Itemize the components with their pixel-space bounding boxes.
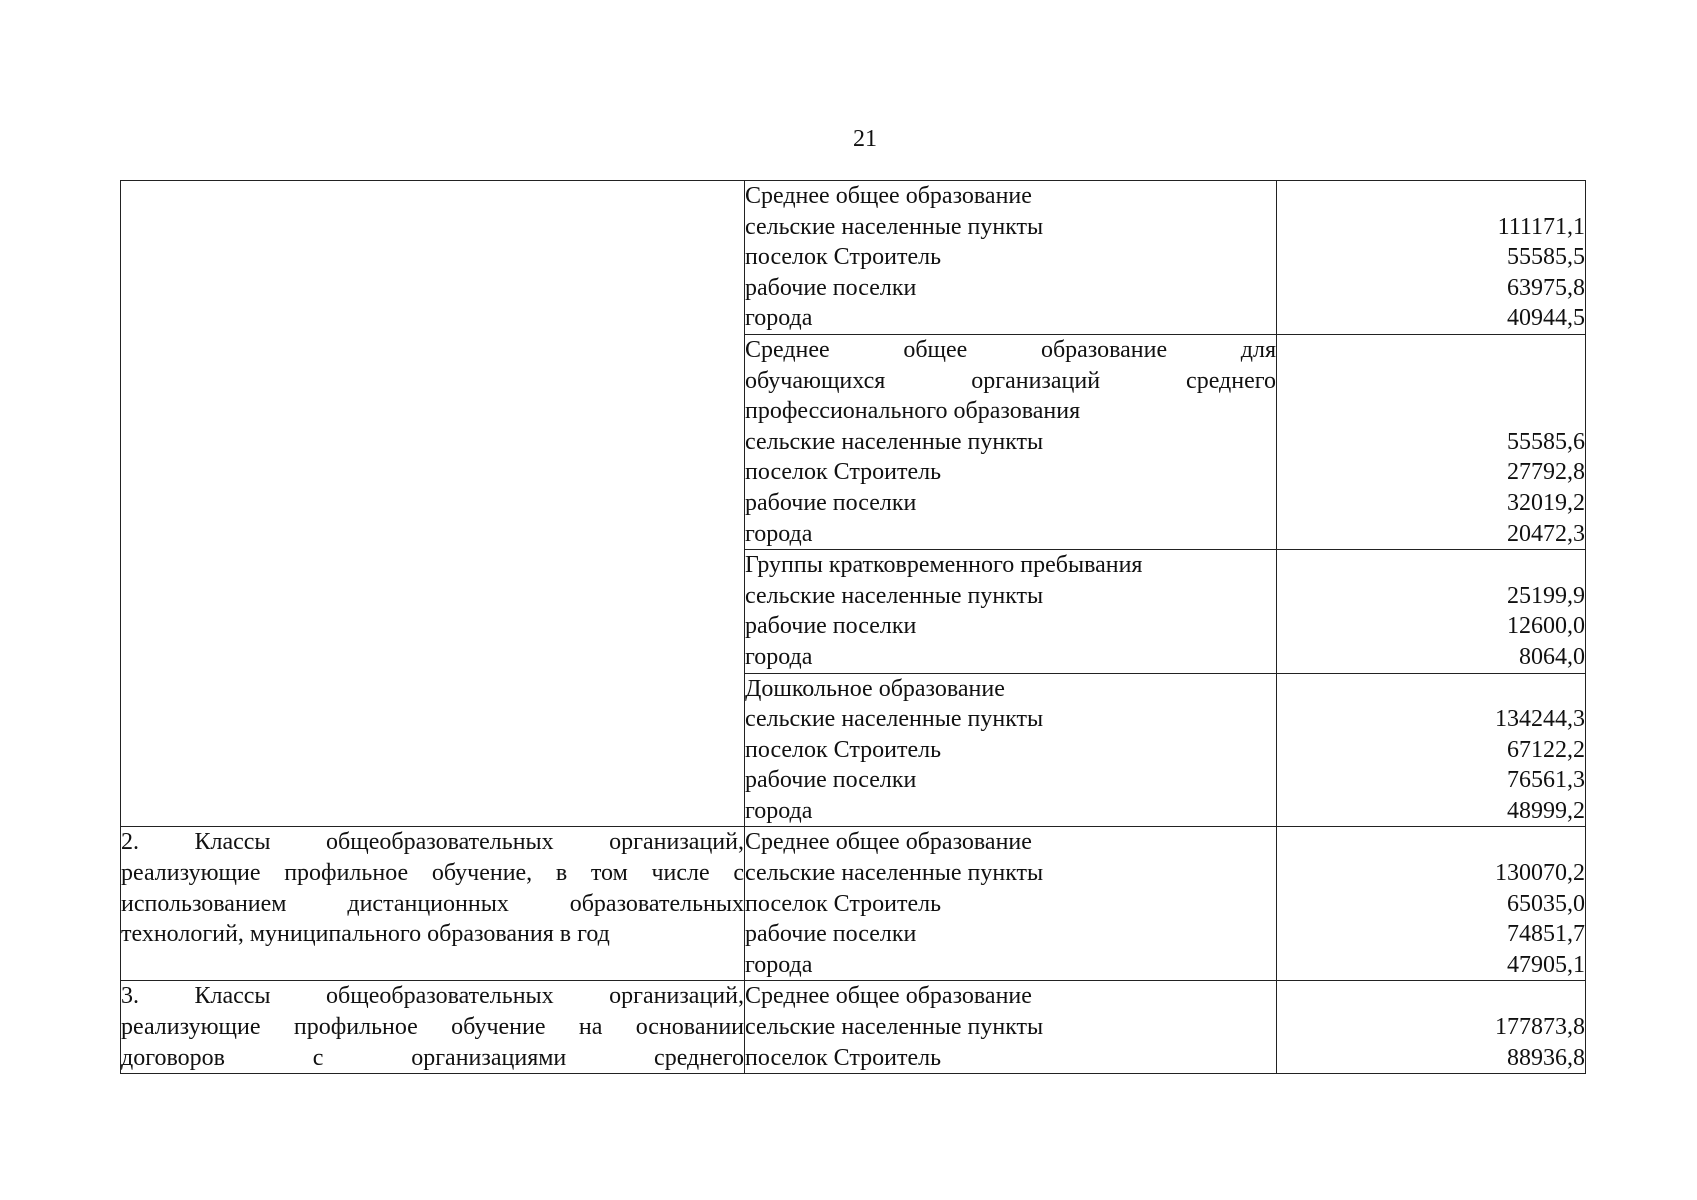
item-value: 65035,0 (1507, 890, 1585, 917)
item-label: города (745, 520, 813, 547)
group-labels (745, 673, 1277, 827)
group-heading: Среднее общее образование (745, 183, 1032, 209)
description-line: реализующие профильное обучение на основании (121, 1014, 744, 1041)
group-labels (745, 181, 1277, 335)
table-row (121, 981, 1586, 1074)
group-values (1277, 334, 1586, 549)
item-label: сельские населенные пункты (745, 428, 1044, 455)
group-labels (745, 550, 1277, 673)
group-values (1277, 550, 1586, 673)
group-heading: Среднее общее образование (745, 829, 1032, 856)
item-value: 25199,9 (1507, 582, 1585, 609)
group-heading: Дошкольное образование (745, 675, 1005, 702)
group-values (1277, 981, 1586, 1074)
group-labels (745, 334, 1277, 549)
item-value: 134244,3 (1495, 706, 1585, 733)
item-value: 55585,5 (1507, 244, 1585, 271)
item-label: рабочие поселки (745, 274, 917, 301)
description-line: 2. Классы общеобразовательных организаций, (121, 829, 744, 856)
item-label: поселок Строитель (745, 1044, 942, 1071)
group-labels (745, 827, 1277, 981)
group-heading: Среднее общее образование для (745, 336, 1276, 363)
item-value: 8064,0 (1519, 643, 1585, 670)
item-value: 130070,2 (1495, 860, 1585, 887)
norms-table (120, 180, 1586, 1074)
item-label: города (745, 643, 813, 670)
item-value: 48999,2 (1507, 797, 1585, 824)
table-row (121, 827, 1586, 981)
group-labels (745, 981, 1277, 1074)
item-label: сельские населенные пункты (745, 213, 1044, 240)
item-label: города (745, 951, 813, 978)
item-value: 55585,6 (1507, 428, 1585, 455)
description-line: 3. Классы общеобразовательных организаций, (121, 983, 744, 1010)
row-description-empty (121, 181, 745, 827)
item-value: 47905,1 (1507, 951, 1585, 978)
item-label: поселок Строитель (745, 736, 942, 763)
item-value: 40944,5 (1507, 305, 1585, 332)
description-line: использованием дистанционных образовательных (121, 890, 744, 917)
row-description (121, 827, 745, 981)
item-label: рабочие поселки (745, 613, 917, 640)
group-heading: Среднее общее образование (745, 983, 1032, 1010)
item-label: сельские населенные пункты (745, 582, 1044, 609)
item-value: 12600,0 (1507, 613, 1585, 640)
item-value: 67122,2 (1507, 736, 1585, 763)
item-value: 74851,7 (1507, 921, 1585, 948)
item-label: поселок Строитель (745, 459, 942, 486)
item-value: 88936,8 (1507, 1044, 1585, 1071)
item-value: 27792,8 (1507, 459, 1585, 486)
description-line: договоров с организациями среднего (121, 1044, 744, 1071)
description-line: технологий, муниципального образования в год (121, 921, 610, 948)
group-values (1277, 673, 1586, 827)
item-label: рабочие поселки (745, 921, 917, 948)
item-label: рабочие поселки (745, 489, 917, 516)
item-label: города (745, 305, 813, 332)
item-label: города (745, 797, 813, 824)
table-row-continuation (121, 181, 1586, 335)
item-value: 63975,8 (1507, 274, 1585, 301)
item-label: сельские населенные пункты (745, 706, 1044, 733)
group-heading: профессионального образования (745, 398, 1081, 425)
item-value: 20472,3 (1507, 520, 1585, 547)
item-label: сельские населенные пункты (745, 860, 1044, 887)
item-value: 76561,3 (1507, 767, 1585, 794)
group-heading: Группы кратковременного пребывания (745, 552, 1143, 579)
group-values (1277, 181, 1586, 335)
item-label: сельские населенные пункты (745, 1014, 1044, 1041)
item-label: рабочие поселки (745, 767, 917, 794)
group-heading: обучающихся организаций среднего (745, 367, 1276, 394)
item-label: поселок Строитель (745, 890, 942, 917)
item-value: 111171,1 (1497, 213, 1585, 240)
item-label: поселок Строитель (745, 244, 942, 271)
item-value: 177873,8 (1495, 1014, 1585, 1041)
row-description (121, 981, 745, 1074)
description-line: реализующие профильное обучение, в том числе с (121, 860, 744, 887)
page-number: 21 (853, 126, 877, 152)
item-value: 32019,2 (1507, 489, 1585, 516)
group-values (1277, 827, 1586, 981)
